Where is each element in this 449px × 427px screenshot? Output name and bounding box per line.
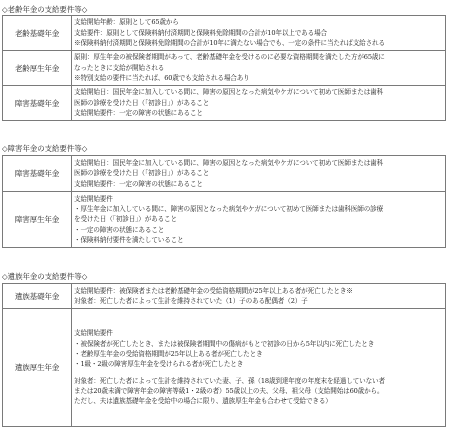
text-line: 支給開始年齢：原則として65歳から — [74, 18, 179, 27]
row-content — [72, 309, 446, 427]
text-line: 医師の診療を受けた日（「初診日」）があること — [74, 169, 210, 178]
text-line: 医師の診療を受けた日（「初診日」）があること — [74, 98, 210, 107]
table-row — [3, 156, 446, 192]
table-row — [3, 86, 446, 121]
row-label: 障害基礎年金 — [3, 86, 72, 121]
row-content — [72, 284, 446, 309]
old-age-requirements-table — [2, 15, 446, 121]
text-line: 支給開始要件：一定の障害の状態にあること — [74, 109, 203, 118]
text-line: 対象者：死亡した者によって生計を維持されていた（1）子のある配偶者（2）子 — [74, 297, 308, 305]
text-line: ※特別支給の要件に当たれば、60歳でも支給される場合あり — [74, 74, 250, 83]
text-line: 支給開始日：国民年金に加入している間に、障害の原因となった病気やケガについて初めて医師または歯科 — [74, 88, 384, 97]
row-content — [72, 16, 446, 51]
text-line: または20歳未満で障害年金の障害等級1・2級の者）55歳以上の夫、父母、祖父母（支給開始は60歳から。 — [74, 387, 384, 396]
text-line: ・厚生年金に加入している間に、障害の原因となった病気やケガについて初めて医師または歯科医師の診療 — [74, 204, 384, 213]
section-title-old-age: ◇老齢年金の支給要件等◇ — [2, 5, 88, 14]
table-row — [3, 51, 446, 86]
text-line: ・一定の障害の状態にあること — [74, 225, 165, 234]
text-line: 支給要件：原則として保険料納付済期間と保険料免除期間の合計が10年以上である場合 — [74, 28, 327, 37]
text-line: 支給開始要件 — [74, 329, 113, 338]
row-content — [72, 156, 446, 192]
row-content — [72, 51, 446, 86]
text-line: 支給開始日：国民年金に加入している間に、障害の原因となった病気やケガについて初めて医師または歯科 — [74, 158, 384, 167]
text-line: 支給開始要件 — [74, 194, 113, 203]
text-line: なったときに支給が開始される — [74, 63, 165, 72]
text-line: ・老齢厚生年金の受給資格期間が25年以上ある者が死亡したとき — [74, 349, 263, 358]
table-row — [3, 284, 446, 309]
text-line: ただし、夫は遺族基礎年金を受給中の場合に限り、遺族厚生年金も合わせて受給できる） — [74, 397, 332, 406]
text-line: 支給開始要件：被保険者または老齢基礎年金の受給資格期間が25年以上ある者が死亡したとき※ — [74, 286, 353, 295]
row-label: 遺族厚生年金 — [3, 309, 72, 427]
table-row — [3, 309, 446, 427]
row-label: 老齢基礎年金 — [3, 16, 72, 51]
text-line: ・1級・2級の障害厚生年金を受けられる者が死亡したとき — [74, 360, 244, 369]
text-line: 支給開始要件：一定の障害の状態にあること — [74, 179, 203, 188]
text-line: 対象者：死亡した者によって生計を維持されていた妻、子、孫（18歳到達年度の年度末を経過していない者 — [74, 376, 385, 385]
text-line: ※保険料納付済期間と保険料免除期間の合計が10年に満たない場合でも、一定の条件に当たれば支給される — [74, 39, 385, 48]
section-title-survivor: ◇遺族年金の支給要件等◇ — [2, 272, 88, 281]
row-content — [72, 192, 446, 248]
row-label: 遺族基礎年金 — [3, 284, 72, 309]
row-label: 障害厚生年金 — [3, 192, 72, 248]
text-line: 原則：厚生年金の被保険者期間があって、老齢基礎年金を受けるのに必要な資格期間を満たした方が65歳に — [74, 53, 385, 62]
disability-requirements-table — [2, 155, 446, 248]
table-row — [3, 192, 446, 248]
row-label: 障害基礎年金 — [3, 156, 72, 192]
section-title-disability: ◇障害年金の支給要件等◇ — [2, 144, 88, 153]
text-line: を受けた日（「初診日」）があること — [74, 215, 177, 224]
text-line: ・保険料納付要件を満たしていること — [74, 236, 184, 245]
table-row — [3, 16, 446, 51]
row-content — [72, 86, 446, 121]
survivor-requirements-table — [2, 283, 446, 427]
text-line: ・被保険者が死亡したとき、または被保険者期間中の傷病がもとで初診の日から5年以内に死亡したとき — [74, 339, 375, 348]
row-label: 老齢厚生年金 — [3, 51, 72, 86]
